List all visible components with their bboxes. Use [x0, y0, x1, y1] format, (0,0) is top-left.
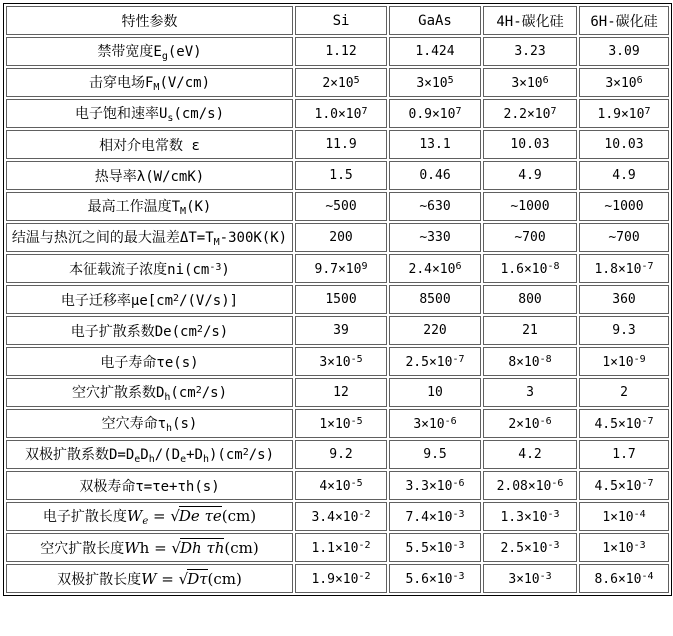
text-segment: -8	[547, 260, 560, 272]
text-segment: Dh τh	[179, 538, 225, 557]
text-segment: 2.5×10	[500, 540, 548, 556]
semiconductor-properties-table	[3, 3, 672, 596]
row-label-cell	[6, 533, 293, 562]
text-segment: 2.5×10	[405, 354, 453, 370]
text-segment: 2.4×10	[408, 261, 456, 277]
row-label-cell	[6, 378, 293, 407]
text-segment: /(D	[154, 447, 181, 463]
table-row	[6, 502, 669, 531]
value-cell	[389, 440, 481, 469]
column-header-gaas: GaAs	[389, 6, 481, 35]
text-segment: -7	[641, 260, 654, 272]
text-segment: /s)	[201, 385, 228, 401]
text-segment: 12	[333, 385, 349, 400]
text-segment: ~1000	[510, 199, 550, 214]
text-segment: -6	[551, 477, 564, 489]
value-cell	[389, 161, 481, 190]
text-segment: -3	[452, 508, 465, 520]
text-segment: 3.4×10	[311, 509, 359, 525]
text-segment: ~630	[419, 199, 451, 214]
table-row	[6, 161, 669, 190]
table-row	[6, 409, 669, 438]
table-row	[6, 192, 669, 221]
text-segment: 6	[542, 74, 549, 86]
text-segment: (V/cm)	[159, 75, 211, 91]
value-cell	[295, 285, 387, 314]
value-cell	[483, 161, 577, 190]
text-segment: -4	[633, 508, 646, 520]
text-segment: (cm)	[221, 507, 257, 525]
value-cell	[579, 223, 669, 252]
text-segment: W	[126, 507, 143, 525]
text-segment: W	[141, 569, 157, 588]
table-row	[6, 37, 669, 66]
text-segment: ~330	[419, 230, 451, 245]
value-cell	[579, 440, 669, 469]
row-label-cell	[6, 564, 293, 593]
text-segment: 13.1	[419, 137, 451, 152]
text-segment: -6	[452, 477, 465, 489]
text-segment: 0.46	[419, 168, 451, 183]
text-segment: h	[148, 454, 155, 465]
header-row	[6, 6, 669, 35]
value-cell	[295, 347, 387, 376]
text-segment: ~700	[514, 230, 546, 245]
value-cell	[389, 564, 481, 593]
text-segment: 3×10	[511, 75, 543, 91]
text-segment: 2×10	[508, 416, 540, 432]
text-segment: 电子扩散长度	[42, 509, 127, 525]
text-segment: -5	[350, 353, 363, 365]
text-segment: 空穴扩散长度	[40, 540, 125, 557]
text-segment: /(V/s)]	[179, 292, 239, 309]
text-segment: 5.5×10	[405, 540, 453, 556]
text-segment: -3	[452, 539, 465, 551]
value-cell	[295, 37, 387, 66]
text-segment: √	[178, 569, 189, 588]
value-cell	[483, 409, 577, 438]
value-cell	[483, 99, 577, 128]
text-segment: 1.0×10	[314, 106, 362, 122]
text-segment: 10.03	[510, 137, 550, 152]
text-segment: g	[161, 51, 168, 62]
text-segment: Dτ	[187, 569, 208, 588]
row-label-cell	[6, 316, 293, 345]
text-segment: 9.7×10	[314, 261, 362, 277]
text-segment: -6	[539, 415, 552, 427]
text-segment: 3	[526, 385, 534, 400]
table-row	[6, 316, 669, 345]
text-segment: 21	[522, 323, 538, 338]
text-segment: 2	[620, 385, 628, 400]
value-cell	[389, 285, 481, 314]
table-row	[6, 68, 669, 97]
text-segment: 220	[423, 323, 447, 338]
text-segment: =	[156, 569, 179, 588]
text-segment: -7	[641, 477, 654, 489]
value-cell	[295, 440, 387, 469]
row-label-cell	[6, 502, 293, 531]
row-label-cell	[6, 223, 293, 252]
text-segment: 8500	[419, 292, 451, 307]
text-segment: 3×10	[508, 571, 540, 587]
text-segment: s	[167, 113, 174, 124]
text-segment: -5	[350, 415, 363, 427]
text-segment: 10	[427, 385, 443, 400]
text-segment: -2	[358, 539, 371, 551]
text-segment: 1.3×10	[500, 509, 548, 525]
value-cell	[295, 99, 387, 128]
value-cell	[483, 285, 577, 314]
text-segment: 1.7	[612, 447, 636, 462]
text-segment: 1.9×10	[597, 106, 645, 122]
text-segment: -3	[633, 539, 646, 551]
text-segment: )	[221, 261, 230, 278]
text-segment: D	[140, 447, 149, 463]
text-segment: e	[142, 516, 149, 527]
text-segment: (cm	[170, 385, 196, 401]
text-segment: 9.3	[612, 323, 636, 338]
value-cell	[483, 192, 577, 221]
text-segment: 双极寿命τ=τe+τh(s)	[79, 478, 220, 495]
table-row	[6, 471, 669, 500]
text-segment: 3×10	[416, 75, 448, 91]
text-segment: h	[166, 423, 173, 434]
text-segment: 4×10	[319, 478, 351, 494]
value-cell	[483, 223, 577, 252]
text-segment: 空穴寿命τ	[101, 416, 167, 432]
text-segment: 4.5×10	[594, 478, 642, 494]
text-segment: M	[180, 206, 187, 217]
text-segment: M	[213, 237, 220, 248]
text-segment: 9.5	[423, 447, 447, 462]
text-segment: 电子迁移率μe[cm	[60, 292, 174, 309]
text-segment: M	[153, 82, 160, 93]
row-label-cell	[6, 409, 293, 438]
value-cell	[579, 68, 669, 97]
value-cell	[295, 564, 387, 593]
text-segment: -3	[539, 570, 552, 582]
text-segment: -7	[452, 353, 465, 365]
value-cell	[389, 192, 481, 221]
value-cell	[389, 347, 481, 376]
value-cell	[389, 37, 481, 66]
table-row	[6, 285, 669, 314]
value-cell	[389, 223, 481, 252]
text-segment: 2.2×10	[503, 106, 551, 122]
row-label-cell	[6, 347, 293, 376]
text-segment: 2	[173, 292, 180, 304]
value-cell	[483, 533, 577, 562]
value-cell	[483, 254, 577, 283]
value-cell	[295, 378, 387, 407]
table-body	[6, 37, 669, 593]
row-label-cell	[6, 192, 293, 221]
value-cell	[483, 347, 577, 376]
text-segment: 3.23	[514, 44, 546, 59]
text-segment: 最高工作温度T	[87, 199, 181, 215]
value-cell	[389, 378, 481, 407]
table-row	[6, 254, 669, 283]
table-row	[6, 440, 669, 469]
text-segment: +D	[186, 447, 203, 463]
text-segment: -8	[539, 353, 552, 365]
text-segment: 5	[447, 74, 454, 86]
text-segment: De τe	[178, 507, 222, 525]
text-segment: 360	[612, 292, 636, 307]
value-cell	[483, 378, 577, 407]
text-segment: 1500	[325, 292, 357, 307]
text-segment: 电子饱和速率U	[74, 106, 168, 122]
row-label-cell	[6, 37, 293, 66]
value-cell	[389, 502, 481, 531]
text-segment: 6	[455, 260, 462, 272]
text-segment: -3	[209, 261, 222, 273]
text-segment: 3.09	[608, 44, 640, 59]
text-segment: 4.2	[518, 447, 542, 462]
value-cell	[579, 161, 669, 190]
text-segment: 本征载流子浓度ni(cm	[69, 261, 210, 278]
text-segment: 电子寿命τe(s)	[100, 354, 199, 371]
text-segment: 3×10	[605, 75, 637, 91]
text-segment: 1×10	[319, 416, 351, 432]
row-label-cell	[6, 471, 293, 500]
row-label-cell	[6, 254, 293, 283]
value-cell	[483, 37, 577, 66]
text-segment: 2	[195, 385, 202, 396]
value-cell	[389, 68, 481, 97]
text-segment: 7	[644, 105, 651, 117]
text-segment: -4	[641, 570, 654, 582]
text-segment: 电子扩散系数De(cm	[70, 323, 197, 340]
value-cell	[295, 409, 387, 438]
text-segment: h	[164, 392, 171, 403]
row-label-cell	[6, 68, 293, 97]
text-segment: e	[134, 454, 141, 465]
text-segment: ~1000	[604, 199, 644, 214]
value-cell	[579, 409, 669, 438]
value-cell	[579, 37, 669, 66]
text-segment: -300K(K)	[219, 230, 288, 246]
text-segment: 相对介电常数 ε	[99, 137, 200, 154]
text-segment: -2	[358, 570, 371, 582]
column-header-si: Si	[295, 6, 387, 35]
column-header-4h-sic: 4H-碳化硅	[483, 6, 577, 35]
value-cell	[579, 347, 669, 376]
text-segment: 2	[196, 323, 203, 335]
row-label-cell	[6, 161, 293, 190]
text-segment: 4.5×10	[594, 416, 642, 432]
text-segment: 双极扩散系数D=D	[24, 447, 135, 463]
text-segment: 1.424	[415, 44, 455, 59]
table-row	[6, 378, 669, 407]
text-segment: 11.9	[325, 137, 357, 152]
value-cell	[579, 285, 669, 314]
text-segment: -6	[444, 415, 457, 427]
text-segment: 8.6×10	[594, 571, 642, 587]
text-segment: 3×10	[413, 416, 445, 432]
text-segment: (cm)	[207, 569, 242, 588]
text-segment: /s)	[202, 323, 229, 340]
text-segment: 1.8×10	[594, 261, 642, 277]
value-cell	[295, 130, 387, 159]
text-segment: h =	[139, 538, 172, 557]
text-segment: 9	[361, 260, 368, 272]
table-row	[6, 347, 669, 376]
text-segment: =	[148, 507, 171, 525]
value-cell	[579, 130, 669, 159]
table-row	[6, 533, 669, 562]
value-cell	[295, 254, 387, 283]
text-segment: (cm)	[224, 538, 259, 557]
text-segment: 7	[361, 105, 368, 117]
value-cell	[295, 471, 387, 500]
value-cell	[483, 316, 577, 345]
text-segment: 800	[518, 292, 542, 307]
text-segment: 1×10	[602, 354, 634, 370]
text-segment: -2	[358, 508, 371, 520]
value-cell	[579, 99, 669, 128]
value-cell	[483, 564, 577, 593]
value-cell	[295, 502, 387, 531]
text-segment: -9	[633, 353, 646, 365]
text-segment: 1.6×10	[500, 261, 548, 277]
text-segment: /s)	[248, 447, 275, 463]
text-segment: 1×10	[602, 540, 634, 556]
text-segment: 6	[636, 74, 643, 86]
table-row	[6, 130, 669, 159]
text-segment: 2.08×10	[496, 478, 552, 494]
value-cell	[579, 192, 669, 221]
text-segment: 空穴扩散系数D	[71, 385, 165, 401]
value-cell	[483, 502, 577, 531]
row-label-cell	[6, 130, 293, 159]
text-segment: 5.6×10	[405, 571, 453, 587]
table-row	[6, 564, 669, 593]
value-cell	[579, 564, 669, 593]
text-segment: ~500	[325, 199, 357, 214]
text-segment: -3	[452, 570, 465, 582]
text-segment: -7	[641, 415, 654, 427]
text-segment: 1×10	[602, 509, 634, 525]
text-segment: h	[202, 454, 209, 465]
value-cell	[579, 533, 669, 562]
row-label-cell	[6, 440, 293, 469]
value-cell	[295, 68, 387, 97]
text-segment: (cm/s)	[173, 106, 225, 122]
text-segment: √	[171, 538, 181, 557]
text-segment: 9.2	[329, 447, 353, 462]
text-segment: 击穿电场F	[88, 75, 154, 91]
value-cell	[295, 161, 387, 190]
value-cell	[389, 471, 481, 500]
value-cell	[483, 471, 577, 500]
text-segment: 7.4×10	[405, 509, 453, 525]
value-cell	[389, 533, 481, 562]
value-cell	[389, 99, 481, 128]
text-segment: 4.9	[518, 168, 542, 183]
value-cell	[295, 533, 387, 562]
text-segment: 3×10	[319, 354, 351, 370]
value-cell	[389, 254, 481, 283]
text-segment: -5	[350, 477, 363, 489]
text-segment: 1.1×10	[311, 540, 359, 556]
value-cell	[579, 254, 669, 283]
value-cell	[295, 316, 387, 345]
text-segment: 禁带宽度E	[97, 44, 162, 60]
value-cell	[483, 68, 577, 97]
text-segment: -3	[547, 508, 560, 520]
value-cell	[389, 409, 481, 438]
column-header-parameter: 特性参数	[6, 6, 293, 35]
text-segment: (s)	[172, 416, 198, 432]
text-segment: W	[124, 538, 140, 557]
text-segment: 双极扩散长度	[57, 571, 142, 588]
value-cell	[389, 130, 481, 159]
value-cell	[579, 316, 669, 345]
text-segment: 8×10	[508, 354, 540, 370]
text-segment: 1.12	[325, 44, 357, 59]
table-row	[6, 223, 669, 252]
text-segment: 2×10	[322, 75, 354, 91]
row-label-cell	[6, 99, 293, 128]
text-segment: √	[170, 507, 180, 525]
value-cell	[295, 223, 387, 252]
row-label-cell	[6, 285, 293, 314]
text-segment: 7	[455, 105, 462, 117]
value-cell	[389, 316, 481, 345]
text-segment: ~700	[608, 230, 640, 245]
text-segment: 10.03	[604, 137, 644, 152]
value-cell	[295, 192, 387, 221]
text-segment: 5	[353, 74, 360, 86]
value-cell	[483, 130, 577, 159]
text-segment: 200	[329, 230, 353, 245]
text-segment: 1.9×10	[311, 571, 359, 587]
text-segment: 1.5	[329, 168, 353, 183]
text-segment: (K)	[186, 199, 212, 215]
text-segment: 2	[242, 447, 249, 458]
table-row	[6, 99, 669, 128]
text-segment: 4.9	[612, 168, 636, 183]
column-header-6h-sic: 6H-碳化硅	[579, 6, 669, 35]
text-segment: 3.3×10	[405, 478, 453, 494]
text-segment: (eV)	[167, 44, 202, 60]
text-segment: -3	[547, 539, 560, 551]
text-segment: 7	[550, 105, 557, 117]
text-segment: 热导率λ(W/cmK)	[94, 168, 205, 185]
value-cell	[483, 440, 577, 469]
text-segment: e	[180, 454, 187, 465]
value-cell	[579, 471, 669, 500]
value-cell	[579, 378, 669, 407]
text-segment: 39	[333, 323, 349, 338]
text-segment: 0.9×10	[408, 106, 456, 122]
value-cell	[579, 502, 669, 531]
text-segment: 结温与热沉之间的最大温差ΔT=T	[11, 230, 214, 246]
text-segment: )(cm	[208, 447, 243, 463]
